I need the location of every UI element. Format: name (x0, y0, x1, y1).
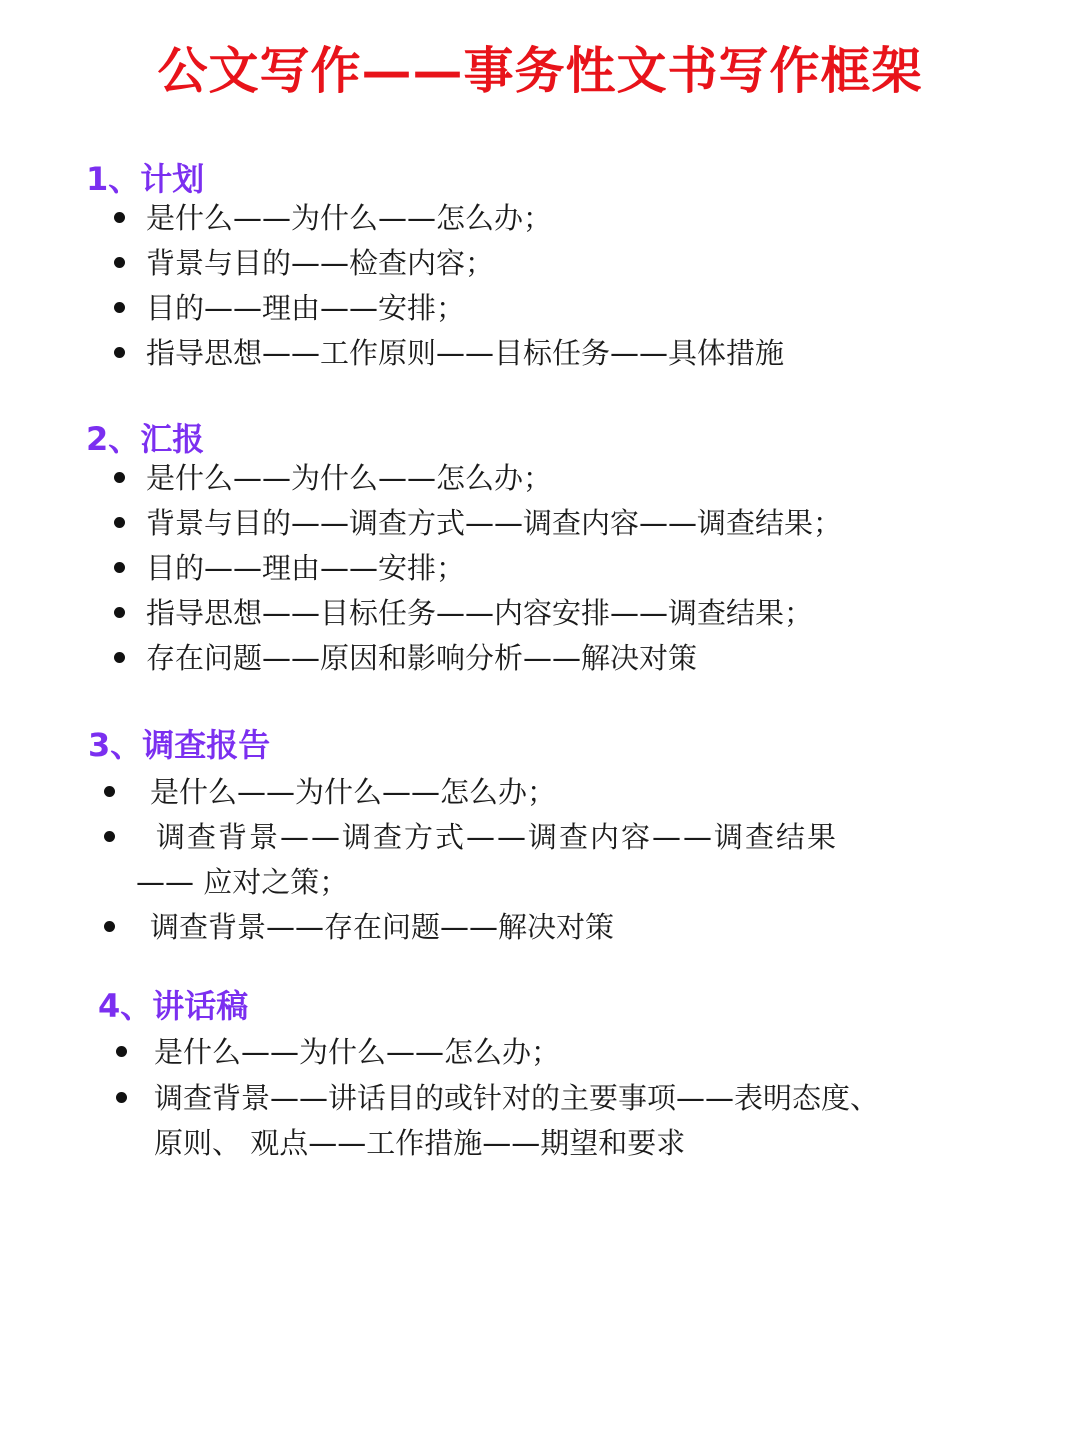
bullet-icon (114, 472, 125, 483)
list-item: 调查背景——存在问题——解决对策 (150, 910, 615, 944)
list-item: 目的——理由——安排； (146, 291, 466, 325)
list-item-continuation: —— 应对之策； (136, 865, 349, 899)
bullet-icon (116, 1092, 127, 1103)
bullet-icon (104, 831, 115, 842)
bullet-icon (114, 562, 125, 573)
bullet-icon (114, 302, 125, 313)
bullet-icon (114, 257, 125, 268)
bullet-icon (114, 607, 125, 618)
list-item: 是什么——为什么——怎么办； (150, 775, 557, 809)
bullet-icon (104, 786, 115, 797)
list-item: 指导思想——目标任务——内容安排——调查结果； (146, 596, 814, 630)
page-title: 公文写作——事务性文书写作框架 (157, 41, 923, 100)
bullet-icon (114, 652, 125, 663)
bullet-icon (114, 347, 125, 358)
list-item: 调查背景——讲话目的或针对的主要事项——表明态度、 (154, 1081, 880, 1115)
section-heading-plan: 1、计划 (86, 160, 205, 198)
list-item-continuation: 原则、 观点——工作措施——期望和要求 (154, 1126, 686, 1160)
list-item: 调查背景——调查方式——调查内容——调查结果 (156, 820, 839, 854)
section-heading-speech: 4、讲话稿 (98, 987, 249, 1025)
bullet-icon (104, 921, 115, 932)
bullet-icon (114, 212, 125, 223)
list-item: 目的——理由——安排； (146, 551, 466, 585)
bullet-icon (116, 1046, 127, 1057)
list-item: 存在问题——原因和影响分析——解决对策 (146, 641, 698, 675)
list-item: 背景与目的——检查内容； (146, 246, 495, 280)
list-item: 背景与目的——调查方式——调查内容——调查结果； (146, 506, 843, 540)
list-item: 是什么——为什么——怎么办； (146, 201, 553, 235)
section-heading-investigation-report: 3、调查报告 (88, 726, 271, 764)
list-item: 指导思想——工作原则——目标任务——具体措施 (146, 336, 785, 370)
list-item: 是什么——为什么——怎么办； (146, 461, 553, 495)
section-heading-report: 2、汇报 (86, 420, 205, 458)
bullet-icon (114, 517, 125, 528)
list-item: 是什么——为什么——怎么办； (154, 1035, 561, 1069)
